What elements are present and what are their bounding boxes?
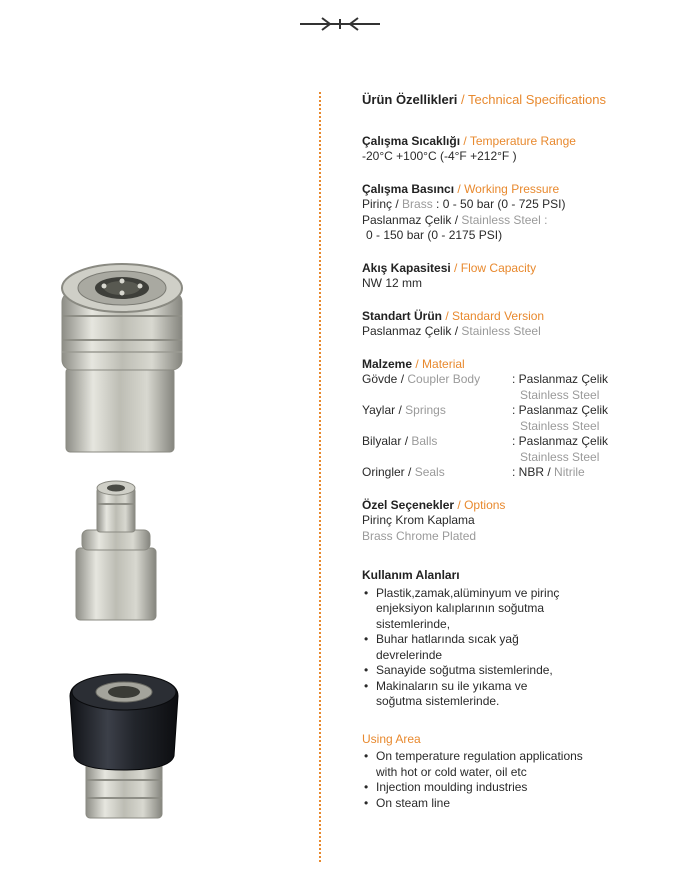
material-row-seals [362, 465, 662, 481]
standard-heading-en: Standard Version [452, 308, 545, 323]
title-sep: / [457, 92, 468, 107]
brass-tr: Pirinç [362, 197, 393, 211]
material-key-tr: Bilyalar [362, 434, 402, 448]
usage-en-block [362, 732, 662, 812]
material-value-en: Stainless Steel [520, 418, 600, 433]
steel-sep: / [451, 212, 462, 227]
brass-en: Brass [402, 197, 433, 211]
options-line-en: Brass Chrome Plated [362, 528, 477, 543]
flow-value: NW 12 mm [362, 276, 422, 290]
steel-tr: Paslanmaz Çelik [362, 212, 452, 227]
flow-sep: / [450, 260, 461, 275]
temperature-block [362, 134, 662, 165]
material-value-tr: : NBR [512, 465, 545, 479]
list-item: • Injection moulding industries [364, 780, 662, 796]
material-key-tr: Gövde [362, 372, 398, 386]
brass-value: : 0 - 50 bar (0 - 725 PSI) [432, 197, 566, 211]
standard-sep: / [442, 308, 453, 323]
usage-tr-list [362, 586, 662, 710]
title-en: Technical Specifications [467, 92, 607, 107]
material-value-en: Stainless Steel [520, 449, 600, 464]
material-key-sep: / [395, 403, 406, 417]
temperature-value: -20°C +100°C (-4°F +212°F ) [362, 149, 517, 163]
material-value-en: Nitrile [554, 465, 585, 479]
material-key-sep: / [404, 465, 415, 479]
options-block [362, 498, 662, 545]
material-key-en: Coupler Body [407, 372, 481, 386]
temperature-heading-tr: Çalışma Sıcaklığı [362, 133, 461, 148]
title-tr: Ürün Özellikleri [362, 92, 458, 107]
brass-sep: / [392, 197, 403, 211]
standard-block [362, 309, 662, 340]
material-sep: / [412, 356, 423, 371]
usage-tr-title: Kullanım Alanları [362, 568, 460, 582]
material-value-tr: : Paslanmaz Çelik [512, 372, 609, 386]
standard-value-en: Stainless Steel [461, 324, 541, 338]
standard-value-sep: / [451, 324, 462, 338]
list-item: • Makinaların su ile yıkama ve soğutma sistemlerinde. [364, 679, 576, 710]
list-item: • Plastik,zamak,alüminyum ve pirinç enjeksiyon kalıplarının soğutma sistemlerinde, [364, 586, 581, 633]
pressure-block [362, 182, 662, 244]
pressure-steel-row [362, 213, 662, 229]
material-row-springs [362, 403, 662, 434]
material-key-en: Seals [414, 465, 445, 479]
material-heading-en: Material [422, 356, 465, 371]
material-row-body [362, 372, 662, 403]
material-key-sep: / [397, 372, 408, 386]
material-key-en: Balls [411, 434, 438, 448]
flow-heading-tr: Akış Kapasitesi [362, 260, 451, 275]
male-plug-image [76, 481, 156, 620]
usage-en-list [362, 749, 662, 811]
specifications-panel [362, 92, 662, 811]
dotted-divider [319, 92, 321, 862]
material-key-tr: Oringler [362, 465, 405, 479]
pressure-brass-row [362, 197, 662, 213]
material-value-sep: / [544, 465, 555, 479]
female-coupler-image [62, 264, 182, 452]
options-line-tr: Pirinç Krom Kaplama [362, 513, 475, 527]
rubber-sleeve-coupler-image [70, 674, 178, 818]
temperature-sep: / [460, 133, 470, 148]
arrows-logo-icon [300, 14, 380, 34]
flow-heading-en: Flow Capacity [460, 260, 537, 275]
usage-tr-block [362, 568, 662, 710]
section-title [362, 92, 662, 108]
material-row-balls [362, 434, 662, 465]
product-images [0, 0, 300, 876]
material-heading-tr: Malzeme [362, 356, 413, 371]
options-heading-tr: Özel Seçenekler [362, 497, 455, 512]
material-key-sep: / [401, 434, 412, 448]
flow-block [362, 261, 662, 292]
options-heading-en: Options [464, 497, 506, 512]
material-key-en: Springs [405, 403, 446, 417]
steel-value: 0 - 150 bar (0 - 2175 PSI) [366, 228, 503, 242]
list-item: • Sanayide soğutma sistemlerinde, [364, 663, 662, 679]
standard-heading-tr: Standart Ürün [362, 308, 443, 323]
steel-en: Stainless Steel : [461, 212, 548, 227]
list-item: • On temperature regulation applications with hot or cold water, oil etc [364, 749, 591, 780]
list-item: • On steam line [364, 796, 662, 812]
options-sep: / [454, 497, 465, 512]
material-key-tr: Yaylar [362, 403, 396, 417]
material-value-tr: : Paslanmaz Çelik [512, 434, 609, 448]
pressure-heading-en: Working Pressure [464, 181, 560, 196]
standard-value-tr: Paslanmaz Çelik [362, 324, 452, 338]
material-value-tr: : Paslanmaz Çelik [512, 403, 609, 417]
usage-en-title: Using Area [362, 731, 421, 746]
list-item: • Buhar hatlarında sıcak yağ devrelerinde [364, 632, 561, 663]
material-value-en: Stainless Steel [520, 387, 600, 402]
pressure-heading-tr: Çalışma Basıncı [362, 181, 455, 196]
material-block [362, 357, 662, 481]
temperature-heading-en: Temperature Range [469, 133, 576, 148]
pressure-sep: / [454, 181, 465, 196]
